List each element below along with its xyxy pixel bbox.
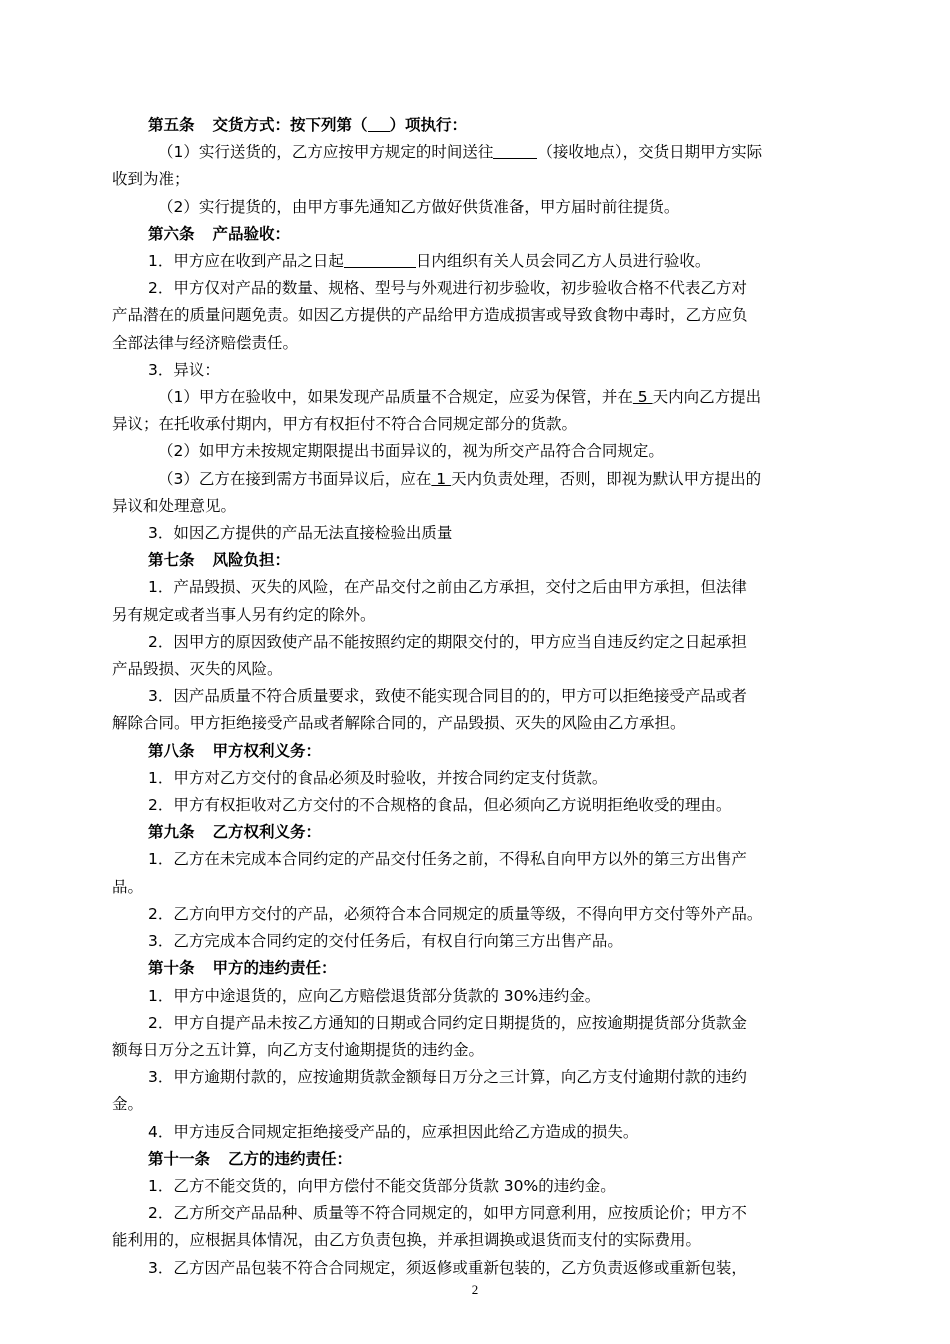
article-8-para-2: 2．甲方有权拒收对乙方交付的不合规格的食品，但必须向乙方说明拒绝收受的理由。 (148, 796, 732, 815)
article-7-para-1: 1．产品毁损、灭失的风险，在产品交付之前由乙方承担，交付之后由甲方承担，但法律 (148, 578, 747, 597)
article-7-para-2-cont: 产品毁损、灭失的风险。 (112, 660, 283, 679)
article-9-para-3: 3．乙方完成本合同约定的交付任务后，有权自行向第三方出售产品。 (148, 932, 623, 951)
article-11-para-3: 3．乙方因产品包装不符合合同规定，须返修或重新包装的，乙方负责返修或重新包装， (148, 1258, 747, 1277)
article-10-para-2: 2．甲方自提产品未按乙方通知的日期或合同约定日期提货的，应按逾期提货部分货款金 (148, 1013, 747, 1032)
article-6-para-4: （1）甲方在验收中，如果发现产品质量不合规定，应妥为保管，并在 5 天内向乙方提出 (158, 388, 762, 407)
article-10-para-4: 4．甲方违反合同规定拒绝接受产品的，应承担因此给乙方造成的损失。 (148, 1122, 639, 1141)
article-5-title-end: ）项执行： (389, 116, 468, 134)
article-5-number: 第五条 (148, 116, 195, 134)
article-6-para-1: 1．甲方应在收到产品之日起 日内组织有关人员会同乙方人员进行验收。 (148, 252, 711, 271)
document-body (112, 112, 838, 1282)
article-11-para-2-cont: 能利用的，应根据具体情况，由乙方负责包换，并承担调换或退货而支付的实际费用。 (112, 1231, 702, 1250)
page-number: 2 (471, 1282, 479, 1297)
article-11-heading: 第十一条 乙方的违约责任： (148, 1149, 353, 1168)
article-9-para-1: 1．乙方在未完成本合同约定的产品交付任务之前，不得私自向甲方以外的第三方出售产 (148, 850, 747, 869)
article-8-heading: 第八条 甲方权利义务： (148, 741, 322, 760)
article-6-para-6: （3）乙方在接到需方书面异议后，应在 1 天内负责处理，否则，即视为默认甲方提出的 (158, 469, 762, 488)
article-10-para-3: 3．甲方逾期付款的，应按逾期货款金额每日万分之三计算，向乙方支付逾期付款的违约 (148, 1068, 747, 1087)
article-7-para-1-cont: 另有规定或者当事人另有约定的除外。 (112, 605, 376, 624)
delivery-place-blank[interactable] (493, 142, 537, 159)
handling-days-value: 1 (431, 469, 452, 488)
article-11-para-2: 2．乙方所交产品品种、质量等不符合同规定的，如甲方同意利用，应按质论价；甲方不 (148, 1204, 747, 1223)
article-6-heading: 第六条 产品验收： (148, 224, 291, 243)
option-blank[interactable] (368, 115, 390, 132)
article-7-para-2: 2．因甲方的原因致使产品不能按照约定的期限交付的，甲方应当自违反约定之日起承担 (148, 632, 747, 651)
article-10-para-3-cont: 金。 (112, 1095, 144, 1114)
article-6-para-5: （2）如甲方未按规定期限提出书面异议的，视为所交产品符合合同规定。 (158, 442, 664, 461)
article-9-heading: 第九条 乙方权利义务： (148, 823, 322, 842)
article-5-para-2: （2）实行提货的，由甲方事先通知乙方做好供货准备，甲方届时前往提货。 (158, 197, 680, 216)
article-5-para-1: （1）实行送货的，乙方应按甲方规定的时间送往 （接收地点），交货日期甲方实际 (158, 143, 763, 162)
article-6-para-2: 2．甲方仅对产品的数量、规格、型号与外观进行初步验收，初步验收合格不代表乙方对 (148, 279, 747, 298)
article-5-title: 交货方式：按下列第（ (212, 116, 368, 134)
article-5-heading (112, 112, 838, 139)
article-6-para-2-cont2: 全部法律与经济赔偿责任。 (112, 333, 299, 352)
article-6-para-2-cont: 产品潜在的质量问题免责。如因乙方提供的产品给甲方造成损害或导致食物中毒时，乙方应负 (112, 306, 748, 325)
article-6-para-4-cont: 异议；在托收承付期内，甲方有权拒付不符合合同规定部分的货款。 (112, 415, 578, 434)
article-7-para-3: 3．因产品质量不符合质量要求，致使不能实现合同目的的，甲方可以拒绝接受产品或者 (148, 687, 747, 706)
article-10-para-2-cont: 额每日万分之五计算，向乙方支付逾期提货的违约金。 (112, 1040, 485, 1059)
article-11-para-1: 1．乙方不能交货的，向甲方偿付不能交货部分货款 30%的违约金。 (148, 1176, 616, 1195)
article-10-heading: 第十条 甲方的违约责任： (148, 959, 337, 978)
inspection-days-blank[interactable] (344, 251, 416, 268)
article-8-para-1: 1．甲方对乙方交付的食品必须及时验收，并按合同约定支付货款。 (148, 768, 608, 787)
objection-days-value: 5 (632, 388, 653, 407)
article-6-para-7: 3．如因乙方提供的产品无法直接检验出质量 (148, 524, 453, 543)
article-7-heading: 第七条 风险负担： (148, 551, 291, 570)
article-9-para-2: 2．乙方向甲方交付的产品，必须符合本合同规定的质量等级，不得向甲方交付等外产品。 (148, 904, 763, 923)
article-5-para-1-cont: 收到为准； (112, 170, 190, 189)
article-6-para-6-cont: 异议和处理意见。 (112, 496, 237, 515)
article-9-para-1-cont: 品。 (112, 877, 144, 896)
article-10-para-1: 1．甲方中途退货的，应向乙方赔偿退货部分货款的 30%违约金。 (148, 986, 601, 1005)
article-6-para-3: 3．异议： (148, 360, 220, 379)
article-7-para-3-cont: 解除合同。甲方拒绝接受产品或者解除合同的，产品毁损、灭失的风险由乙方承担。 (112, 714, 686, 733)
